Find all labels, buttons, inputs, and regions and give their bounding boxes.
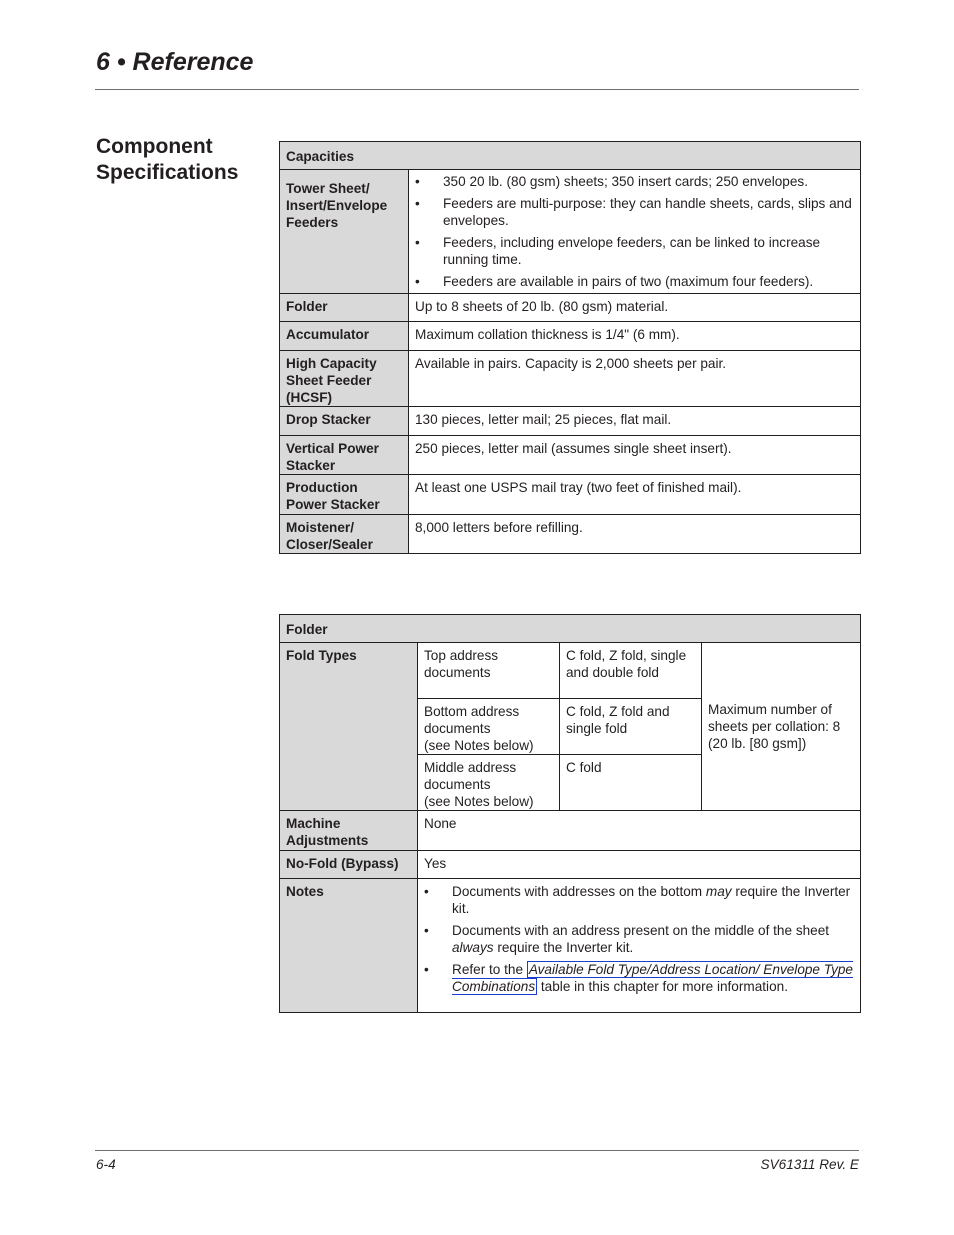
- fold-types-label: Fold Types: [280, 643, 418, 811]
- machine-adjustments-value: None: [418, 811, 861, 851]
- chapter-title: 6 • Reference: [96, 48, 254, 76]
- list-item: • 350 20 lb. (80 gsm) sheets; 350 insert cards; 250 envelopes.: [415, 174, 808, 189]
- row-value-tower-feeders: [409, 170, 861, 294]
- row-label-hcsf: High Capacity Sheet Feeder (HCSF): [280, 351, 409, 407]
- row-label-moistener: Moistener/ Closer/Sealer: [280, 515, 409, 554]
- fold-combinations-link[interactable]: Available Fold Type/Address Location/ Envelope Type Combinations: [452, 962, 853, 994]
- list-item: • Refer to the Available Fold Type/Address Location/ Envelope Type Combinations table in this chapter for more information.: [424, 962, 853, 994]
- capacities-table: [279, 141, 861, 554]
- row-label-folder: Folder: [280, 294, 409, 322]
- list-item: • Documents with an address present on the middle of the sheet always require the Inverter kit.: [424, 923, 830, 955]
- row-value-folder: Up to 8 sheets of 20 lb. (80 gsm) material.: [409, 294, 861, 322]
- fold-doc-middle: Middle address documents (see Notes below): [418, 755, 560, 811]
- machine-adjustments-label: Machine Adjustments: [280, 811, 418, 851]
- list-item: • Documents with addresses on the bottom may require the Inverter kit.: [424, 884, 851, 916]
- fold-types-bottom: C fold, Z fold and single fold: [560, 699, 702, 755]
- section-title: Component Specifications: [96, 135, 239, 184]
- no-fold-value: Yes: [418, 851, 861, 879]
- folder-header: Folder: [280, 615, 861, 643]
- notes-label: Notes: [280, 879, 418, 1013]
- row-value-moistener: 8,000 letters before refilling.: [409, 515, 861, 554]
- fold-doc-top: Top address documents: [418, 643, 560, 699]
- fold-doc-bottom: Bottom address documents (see Notes below): [418, 699, 560, 755]
- row-label-drop-stacker: Drop Stacker: [280, 407, 409, 436]
- row-label-vertical-power-stacker: Vertical Power Stacker: [280, 436, 409, 475]
- list-item: • Feeders are multi-purpose: they can handle sheets, cards, slips and envelopes.: [415, 196, 852, 228]
- folder-table: [279, 614, 861, 1013]
- notes-value: [418, 879, 861, 1013]
- fold-types-top: C fold, Z fold, single and double fold: [560, 643, 702, 699]
- row-value-drop-stacker: 130 pieces, letter mail; 25 pieces, flat mail.: [409, 407, 861, 436]
- max-sheets-note: Maximum number of sheets per collation: 8 (20 lb. [80 gsm]): [702, 643, 861, 811]
- fold-types-middle: C fold: [560, 755, 702, 811]
- no-fold-label: No-Fold (Bypass): [280, 851, 418, 879]
- document-id: SV61311 Rev. E: [760, 1157, 859, 1172]
- row-value-hcsf: Available in pairs. Capacity is 2,000 sheets per pair.: [409, 351, 861, 407]
- row-label-accumulator: Accumulator: [280, 322, 409, 351]
- row-value-production-power-stacker: At least one USPS mail tray (two feet of finished mail).: [409, 475, 861, 515]
- row-value-vertical-power-stacker: 250 pieces, letter mail (assumes single sheet insert).: [409, 436, 861, 475]
- page-number: 6-4: [96, 1157, 116, 1172]
- list-item: • Feeders are available in pairs of two (maximum four feeders).: [415, 274, 814, 289]
- footer-rule: [95, 1150, 859, 1151]
- header-rule: [95, 89, 859, 90]
- list-item: • Feeders, including envelope feeders, can be linked to increase running time.: [415, 235, 821, 267]
- capacities-header: Capacities: [280, 142, 861, 170]
- row-value-accumulator: Maximum collation thickness is 1/4" (6 mm).: [409, 322, 861, 351]
- row-label-production-power-stacker: Production Power Stacker: [280, 475, 409, 515]
- row-label-tower-feeders: Tower Sheet/ Insert/Envelope Feeders: [280, 170, 409, 294]
